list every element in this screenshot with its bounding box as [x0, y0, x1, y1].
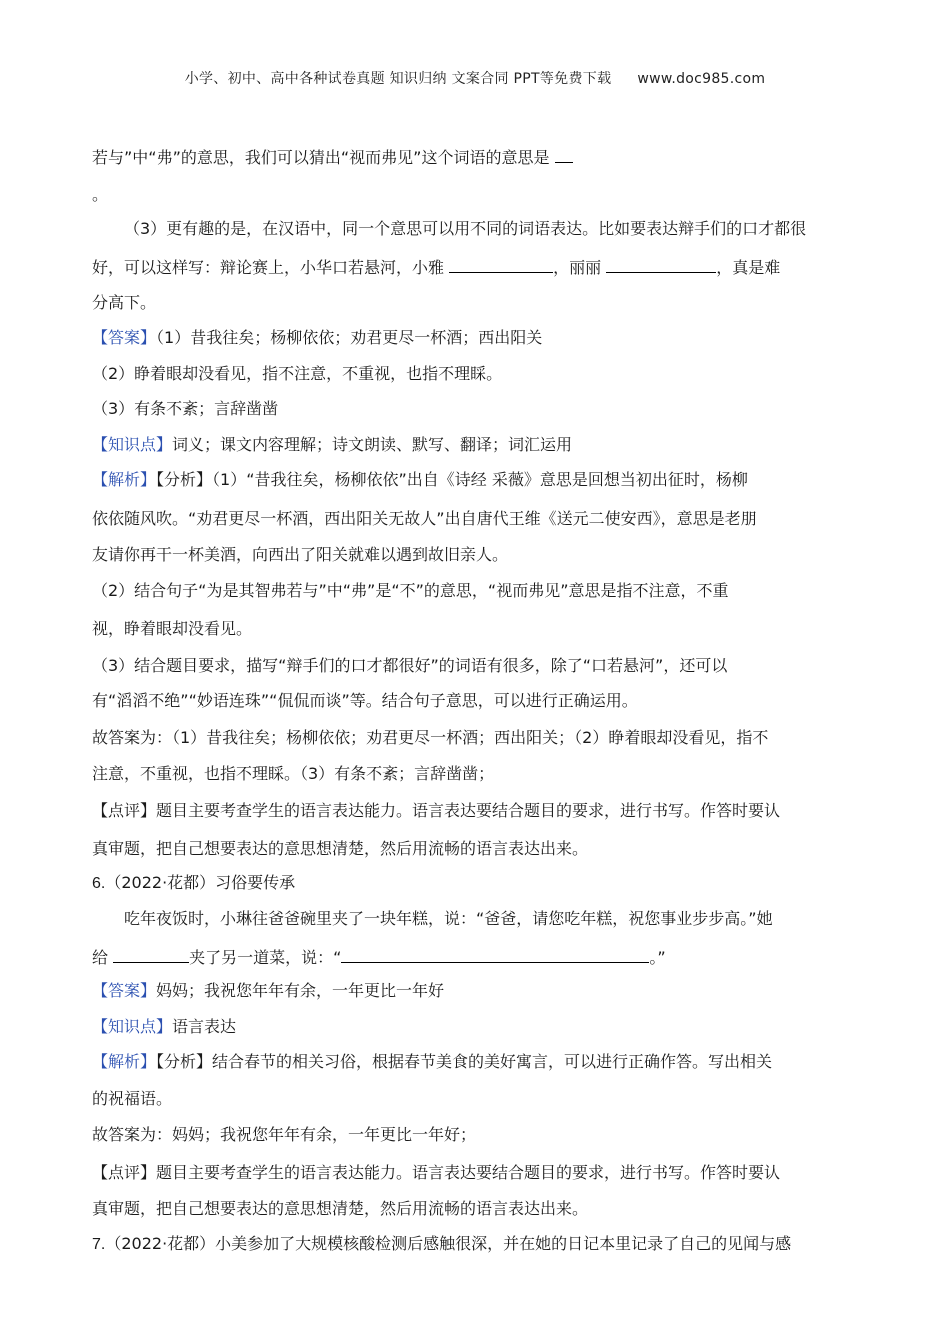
q5-line-5: 分高下。 — [92, 293, 157, 312]
q5-line-3: （3）更有趣的是，在汉语中，同一个意思可以用不同的词语表达。比如要表达辩手们的口才都很 — [124, 219, 807, 238]
question-number: 6. — [92, 875, 106, 892]
q7-title: 7.（2022·花都）小美参加了大规模核酸检测后感触很深，并在她的日记本里记录了自己的见闻与感 — [92, 1234, 792, 1253]
q5-analysis-8: 故答案为：（1）昔我往矣；杨柳依依；劝君更尽一杯酒；西出阳关；（2）睁着眼却没看见，指不 — [92, 728, 769, 747]
q6-analysis-2: 的祝福语。 — [92, 1089, 173, 1108]
q6-title: 6.（2022·花都）习俗要传承 — [92, 873, 296, 892]
knowledge-tag: 【知识点】 — [92, 435, 173, 454]
q5-analysis-3: 友请你再干一杯美酒，向西出了阳关就难以遇到故旧亲人。 — [92, 545, 509, 564]
q5-answer-2: （2）睁着眼却没看见，指不注意，不重视，也指不理睬。 — [92, 364, 503, 383]
q5-analysis-4: （2）结合句子“为是其智弗若与”中“弗”是“不”的意思，“视而弗见”意思是指不注意，不重 — [92, 581, 729, 600]
analysis-tag: 【解析】 — [92, 470, 157, 489]
q5-comment-2: 真审题，把自己想要表达的意思想清楚，然后用流畅的语言表达出来。 — [92, 839, 589, 858]
answer-blank[interactable] — [113, 946, 189, 963]
header-text: 小学、初中、高中各种试卷真题 知识归纳 文案合同 PPT等免费下载 — [184, 71, 612, 87]
answer-tag: 【答案】 — [92, 328, 157, 347]
q6-stem-2: 给 夹了另一道菜，说：“ 。” — [92, 948, 666, 967]
q5-comment-1: 【点评】题目主要考查学生的语言表达能力。语言表达要结合题目的要求，进行书写。作答时要认 — [92, 801, 781, 820]
q5-answer-3: （3）有条不紊；言辞凿凿 — [92, 399, 279, 418]
q5-analysis-9: 注意，不重视，也指不理睬。（3）有条不紊；言辞凿凿； — [92, 764, 495, 783]
knowledge-tag: 【知识点】 — [92, 1017, 173, 1036]
answer-tag: 【答案】 — [92, 981, 157, 1000]
answer-blank[interactable] — [449, 256, 553, 273]
q6-analysis-3: 故答案为：妈妈；我祝您年年有余，一年更比一年好； — [92, 1125, 477, 1144]
answer-blank[interactable] — [555, 146, 573, 163]
question-number: 7. — [92, 1236, 106, 1253]
q5-analysis-7: 有“滔滔不绝”“妙语连珠”“侃侃而谈”等。结合句子意思，可以进行正确运用。 — [92, 691, 638, 710]
page-header — [0, 68, 950, 88]
q6-analysis-1: 【解析】【分析】结合春节的相关习俗，根据春节美食的美好寓言，可以进行正确作答。写出相关 — [92, 1052, 773, 1071]
q5-answer: 【答案】（1）昔我往矣；杨柳依依；劝君更尽一杯酒；西出阳关 — [92, 328, 543, 347]
answer-blank[interactable] — [341, 946, 649, 963]
q5-line-1: 若与”中“弗”的意思，我们可以猜出“视而弗见”这个词语的意思是 — [92, 146, 573, 169]
analysis-tag: 【解析】 — [92, 1052, 157, 1071]
q6-knowledge-point: 【知识点】语言表达 — [92, 1017, 237, 1036]
q5-knowledge-point: 【知识点】词义；课文内容理解；诗文朗读、默写、翻译；词汇运用 — [92, 435, 573, 454]
q5-line-2: 。 — [92, 185, 109, 204]
q6-comment-1: 【点评】题目主要考查学生的语言表达能力。语言表达要结合题目的要求，进行书写。作答时要认 — [92, 1163, 781, 1182]
q6-comment-2: 真审题，把自己想要表达的意思想清楚，然后用流畅的语言表达出来。 — [92, 1199, 589, 1218]
q6-answer: 【答案】妈妈；我祝您年年有余，一年更比一年好 — [92, 981, 445, 1000]
answer-blank[interactable] — [606, 256, 716, 273]
q5-analysis-1: 【解析】【分析】（1）“昔我往矣，杨柳依依”出自《诗经 采薇》意思是回想当初出征时，杨柳 — [92, 470, 748, 489]
q5-analysis-2: 依依随风吹。“劝君更尽一杯酒，西出阳关无故人”出自唐代王维《送元二使安西》，意思是老朋 — [92, 509, 757, 528]
header-site-link[interactable]: www.doc985.com — [637, 71, 766, 87]
q6-stem-1: 吃年夜饭时，小琳往爸爸碗里夹了一块年糕，说：“爸爸，请您吃年糕，祝您事业步步高。”她 — [124, 909, 773, 928]
q5-analysis-5: 视，睁着眼却没看见。 — [92, 619, 253, 638]
q5-analysis-6: （3）结合题目要求，描写“辩手们的口才都很好”的词语有很多，除了“口若悬河”，还可以 — [92, 656, 728, 675]
q5-line-4: 好，可以这样写：辩论赛上，小华口若悬河，小雅 ，丽丽 ，真是难 — [92, 258, 781, 277]
